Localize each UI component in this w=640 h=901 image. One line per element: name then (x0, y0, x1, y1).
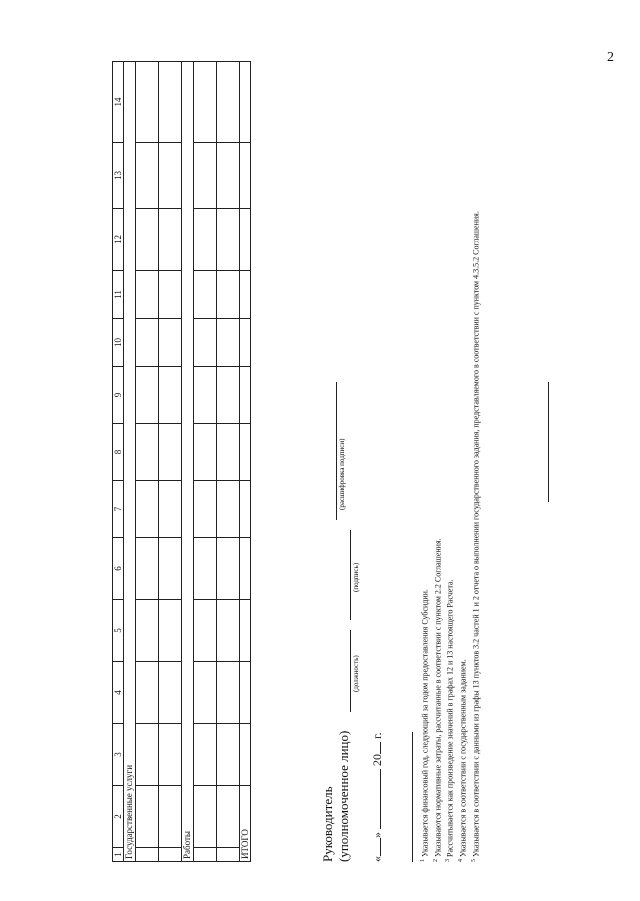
footnote-1: $^1$ Указывается финансовый год, следующий за годом предоставления Субсидии. (420, 589, 430, 862)
decoding-line[interactable] (336, 382, 337, 520)
total-label: ИТОГО (240, 786, 251, 862)
stray-line (548, 382, 549, 502)
footnote-separator (412, 732, 413, 862)
col-num: 11 (113, 271, 124, 319)
col-num: 13 (113, 143, 124, 209)
table-row (194, 62, 217, 862)
col-num: 2 (113, 786, 124, 848)
calculation-table (112, 61, 251, 862)
date-century: 20 (370, 754, 384, 766)
col-num: 14 (113, 62, 124, 143)
footnote-5: $^5$ Указывается в соответствии с данными из графы 13 пунктов 3.2 частей 1 и 2 отчета о выполнении государственного задания, представляемого в соответствии с пунктом 4.3.5.2 Соглашения. (470, 211, 481, 862)
col-num: 7 (113, 481, 124, 538)
rotated-form (112, 62, 502, 862)
footnote-3: $^3$ Рассчитывается как произведение значений в графах 12 и 13 настоящего Расчета. (445, 579, 455, 862)
col-num: 1 (113, 848, 124, 862)
section-label-works: Работы (182, 62, 194, 862)
signature-line[interactable] (350, 530, 351, 620)
table-row (159, 62, 182, 862)
date-close-quote: » (370, 832, 384, 838)
footnote-4: $^4$ Указывается в соответствии с государственным заданием. (457, 659, 468, 862)
signer-subtitle: (уполномоченное лицо) (336, 730, 351, 862)
table-row (136, 62, 159, 862)
month-field[interactable] (380, 769, 381, 829)
section-row-works (182, 62, 194, 862)
column-numbers-row (113, 62, 124, 862)
position-line[interactable] (350, 630, 351, 712)
signature-block (320, 731, 352, 862)
col-num: 12 (113, 209, 124, 271)
col-num: 6 (113, 538, 124, 600)
decoding-caption: (расшифровка подписи) (338, 438, 346, 510)
col-num: 3 (113, 724, 124, 786)
year-field[interactable] (380, 742, 381, 754)
footnote-2: $^2$ Указываются нормативные затраты, рассчитанные в соответствии с пунктом 2.2 Соглашения. (432, 538, 443, 862)
signer-title: Руководитель (320, 786, 335, 862)
col-num: 4 (113, 662, 124, 724)
date-row (370, 732, 385, 862)
col-num: 8 (113, 424, 124, 481)
page-number: 2 (607, 50, 614, 65)
signature-caption: (подпись) (352, 562, 360, 592)
position-caption: (должность) (352, 655, 360, 692)
col-num: 9 (113, 367, 124, 424)
total-row (240, 62, 251, 862)
col-num: 5 (113, 600, 124, 662)
section-row-services (124, 62, 136, 862)
date-open-quote: « (370, 856, 384, 862)
day-field[interactable] (380, 838, 381, 856)
table-row (217, 62, 240, 862)
section-label-services: Государственные услуги (124, 62, 136, 862)
date-year-suffix: г. (370, 732, 384, 739)
col-num: 10 (113, 319, 124, 367)
footnotes (418, 62, 481, 862)
